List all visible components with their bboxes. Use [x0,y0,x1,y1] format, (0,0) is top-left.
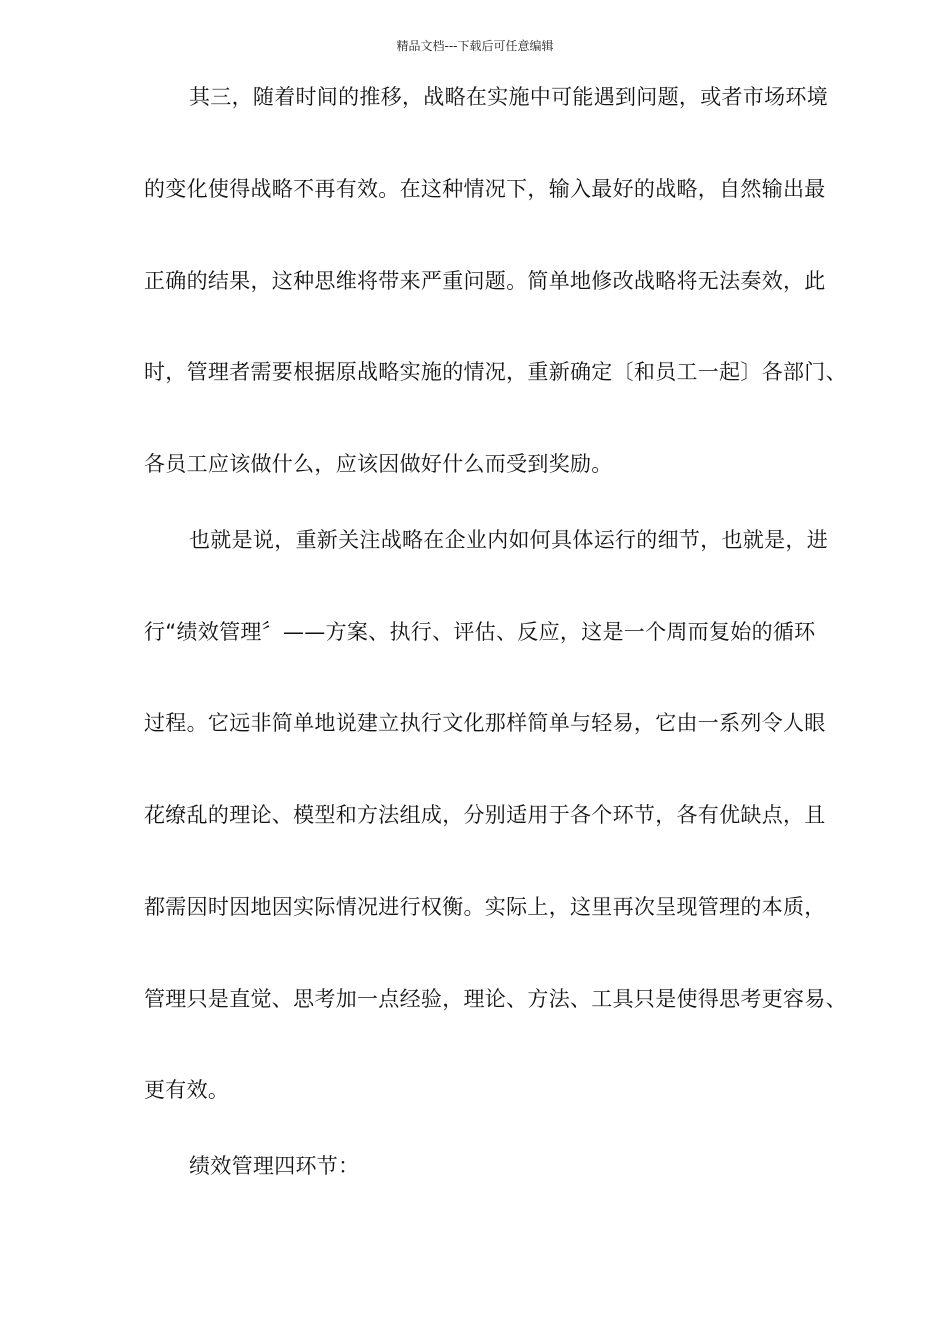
section-heading: 绩效管理四环节： [189,1154,360,1178]
paragraph-1-line-3: 正确的结果，这种思维将带来严重问题。简单地修改战略将无法奏效，此 [144,269,826,293]
paragraph-2-line-1: 也就是说，重新关注战略在企业内如何具体运行的细节，也就是，进 [189,528,828,552]
page-header: 精品文档---下载后可任意编辑 [396,39,554,53]
paragraph-2-line-3: 过程。它远非简单地说建立执行文化那样简单与轻易，它由一系列令人眼 [144,711,826,735]
paragraph-2-line-7: 更有效。 [144,1078,230,1102]
paragraph-2-line-5: 都需因时因地因实际情况进行权衡。实际上，这里再次呈现管理的本质， [144,895,826,919]
paragraph-2-line-4: 花缭乱的理论、模型和方法组成，分别适用于各个环节，各有优缺点，且 [144,803,826,827]
paragraph-2-line-6: 管理只是直觉、思考加一点经验，理论、方法、工具只是使得思考更容易、 [144,987,847,1011]
paragraph-1-line-4: 时，管理者需要根据原战略实施的情况，重新确定〔和员工一起〕各部门、 [144,360,847,384]
paragraph-1-line-5: 各员工应该做什么，应该因做好什么而受到奖励。 [144,452,613,476]
paragraph-1-line-2: 的变化使得战略不再有效。在这种情况下，输入最好的战略，自然输出最 [144,177,826,201]
paragraph-1-line-1: 其三，随着时间的推移，战略在实施中可能遇到问题，或者市场环境 [189,85,828,109]
paragraph-2-line-2: 行“绩效管理〞——方案、执行、评估、反应，这是一个周而复始的循环 [144,620,816,644]
